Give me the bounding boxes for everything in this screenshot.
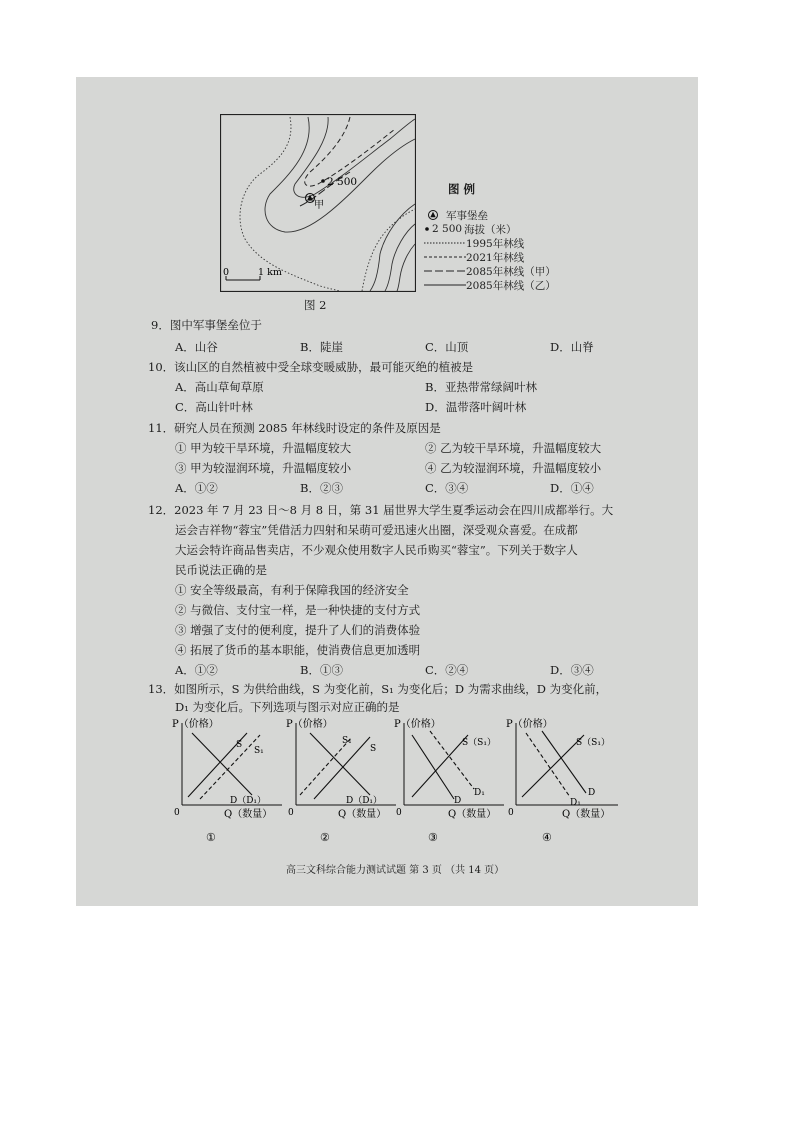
q9-option-b: B．陡崖 — [300, 340, 343, 354]
q11-statement-3: ③ 甲为较湿润环境，升温幅度较小 — [175, 461, 352, 475]
q11-statement-2: ② 乙为较干旱环境，升温幅度较大 — [425, 441, 602, 455]
x-axis-label: Q（数量） — [562, 809, 611, 820]
legend-item-2085-yi — [424, 278, 556, 292]
demand-line — [192, 733, 252, 795]
curve-label: D — [454, 796, 462, 806]
q12-option-b: B．①③ — [300, 663, 343, 677]
legend-label: 2021年林线 — [466, 251, 525, 264]
graph-number: ④ — [542, 831, 552, 844]
q12-statement-3: ③ 增强了支付的便利度，提升了人们的消费体验 — [175, 623, 421, 637]
q12-option-a: A．①② — [175, 663, 218, 677]
q12-stem-line-1: 12．2023 年 7 月 23 日～8 月 8 日，第 31 届世界大学生夏季运动会在四川成都举行。大 — [148, 503, 614, 517]
q11-option-c: C．③④ — [425, 481, 469, 495]
scale-zero: 0 — [223, 267, 230, 278]
q11-option-d: D．①④ — [550, 481, 594, 495]
curve-label: D₁ — [570, 798, 581, 808]
y-axis-label: P（价格） — [172, 719, 219, 730]
q12-statement-2: ② 与微信、支付宝一样，是一种快捷的支付方式 — [175, 603, 421, 617]
supply-demand-graph-1 — [172, 717, 292, 853]
curve-label: D（D₁） — [230, 796, 267, 806]
q9-option-d: D．山脊 — [550, 340, 594, 354]
q12-statement-4: ④ 拓展了货币的基本职能，使消费信息更加透明 — [175, 643, 421, 657]
q10-option-a: A．高山草甸草原 — [175, 380, 264, 394]
q9-option-a: A．山谷 — [175, 340, 218, 354]
origin-label: 0 — [508, 808, 514, 818]
supply-demand-graph-2 — [286, 717, 406, 853]
graph-number: ① — [206, 831, 216, 844]
legend-label: 2085年林线（甲） — [466, 265, 556, 278]
graph-1-drawing — [172, 717, 292, 849]
q10-option-b: B．亚热带常绿阔叶林 — [425, 380, 537, 394]
legend-item-fort — [424, 208, 556, 222]
legend-label: 1995年林线 — [466, 237, 525, 250]
q9-stem: 9．图中军事堡垒位于 — [151, 318, 262, 332]
curve-label: S — [370, 744, 377, 754]
legend-item-elevation — [424, 222, 556, 236]
figure-caption: 图 2 — [304, 298, 327, 312]
q13-stem-line-1: 13．如图所示，S 为供给曲线，S 为变化前，S₁ 为变化后；D 为需求曲线，D 为变化前， — [148, 682, 608, 696]
origin-label: 0 — [288, 808, 294, 818]
curve-label: D₁ — [474, 788, 485, 798]
legend-items — [424, 208, 556, 292]
graph-number: ② — [320, 831, 330, 844]
map-drawing — [220, 114, 416, 292]
curve-label: S₁ — [254, 746, 264, 756]
topographic-map — [220, 114, 416, 296]
q11-option-a: A．①② — [175, 481, 218, 495]
supply-demand-graph-4 — [506, 717, 630, 853]
q11-statement-4: ④ 乙为较湿润环境，升温幅度较小 — [425, 461, 602, 475]
curve-label: D — [588, 788, 596, 798]
map-legend — [446, 181, 475, 197]
q11-stem: 11．研究人员在预测 2085 年林线时设定的条件及原因是 — [148, 421, 441, 435]
y-axis-label: P（价格） — [286, 719, 333, 730]
legend-elev-value: 2 500 — [432, 223, 463, 235]
curve-label: S₁ — [342, 736, 352, 746]
x-axis-label: Q（数量） — [224, 809, 273, 820]
page-footer: 高三文科综合能力测试试题 第 3 页 （共 14 页） — [286, 865, 505, 876]
supply-demand-graph-3 — [394, 717, 516, 853]
x-axis-label: Q（数量） — [338, 809, 387, 820]
q12-stem-line-4: 民币说法正确的是 — [175, 563, 267, 577]
q9-option-c: C．山顶 — [425, 340, 469, 354]
demand-line — [310, 733, 370, 795]
q12-statement-1: ① 安全等级最高，有利于保障我国的经济安全 — [175, 583, 409, 597]
scanned-page — [76, 77, 698, 906]
supply-line-s — [522, 735, 584, 797]
y-axis-label: P（价格） — [506, 719, 553, 730]
scale-label: 1 km — [258, 267, 282, 278]
legend-label: 海拔（米） — [464, 223, 517, 236]
q13-stem-line-2: D₁ 为变化后。下列选项与图示对应正确的是 — [175, 700, 400, 714]
q10-option-c: C．高山针叶林 — [175, 400, 253, 414]
jia-label: 甲 — [314, 200, 324, 211]
curve-label: S（S₁） — [462, 738, 496, 748]
legend-item-2085-jia — [424, 264, 556, 278]
q10-stem: 10．该山区的自然植被中受全球变暖威胁，最可能灭绝的植被是 — [148, 360, 474, 374]
origin-label: 0 — [174, 808, 180, 818]
q11-statement-1: ① 甲为较干旱环境，升温幅度较大 — [175, 441, 352, 455]
legend-item-1995 — [424, 236, 556, 250]
supply-line-s1 — [200, 735, 260, 799]
curve-label: S — [236, 740, 243, 750]
legend-label: 军事堡垒 — [446, 209, 488, 222]
origin-label: 0 — [396, 808, 402, 818]
graph-2-drawing — [286, 717, 406, 849]
q10-option-d: D．温带落叶阔叶林 — [425, 400, 527, 414]
q12-stem-line-3: 大运会特许商品售卖店，不少观众使用数字人民币购买“蓉宝”。下列关于数字人 — [175, 543, 578, 557]
x-axis-label: Q（数量） — [448, 809, 497, 820]
q12-option-c: C．②④ — [425, 663, 469, 677]
graph-number: ③ — [428, 831, 438, 844]
q11-option-b: B．②③ — [300, 481, 343, 495]
legend-title: 图 例 — [448, 182, 476, 196]
y-axis-label: P（价格） — [394, 719, 441, 730]
q12-stem-line-2: 运会吉祥物“蓉宝”凭借活力四射和呆萌可爱迅速火出圈，深受观众喜爱。在成都 — [175, 523, 578, 537]
curve-label: S（S₁） — [576, 738, 610, 748]
graph-3-drawing — [394, 717, 516, 849]
q12-option-d: D．③④ — [550, 663, 594, 677]
demand-line-d1 — [526, 733, 570, 797]
peak-label: 2 500 — [327, 176, 358, 188]
legend-item-2021 — [424, 250, 556, 264]
legend-label: 2085年林线（乙） — [466, 279, 556, 292]
curve-label: D（D₁） — [346, 796, 383, 806]
graph-4-drawing — [506, 717, 630, 849]
